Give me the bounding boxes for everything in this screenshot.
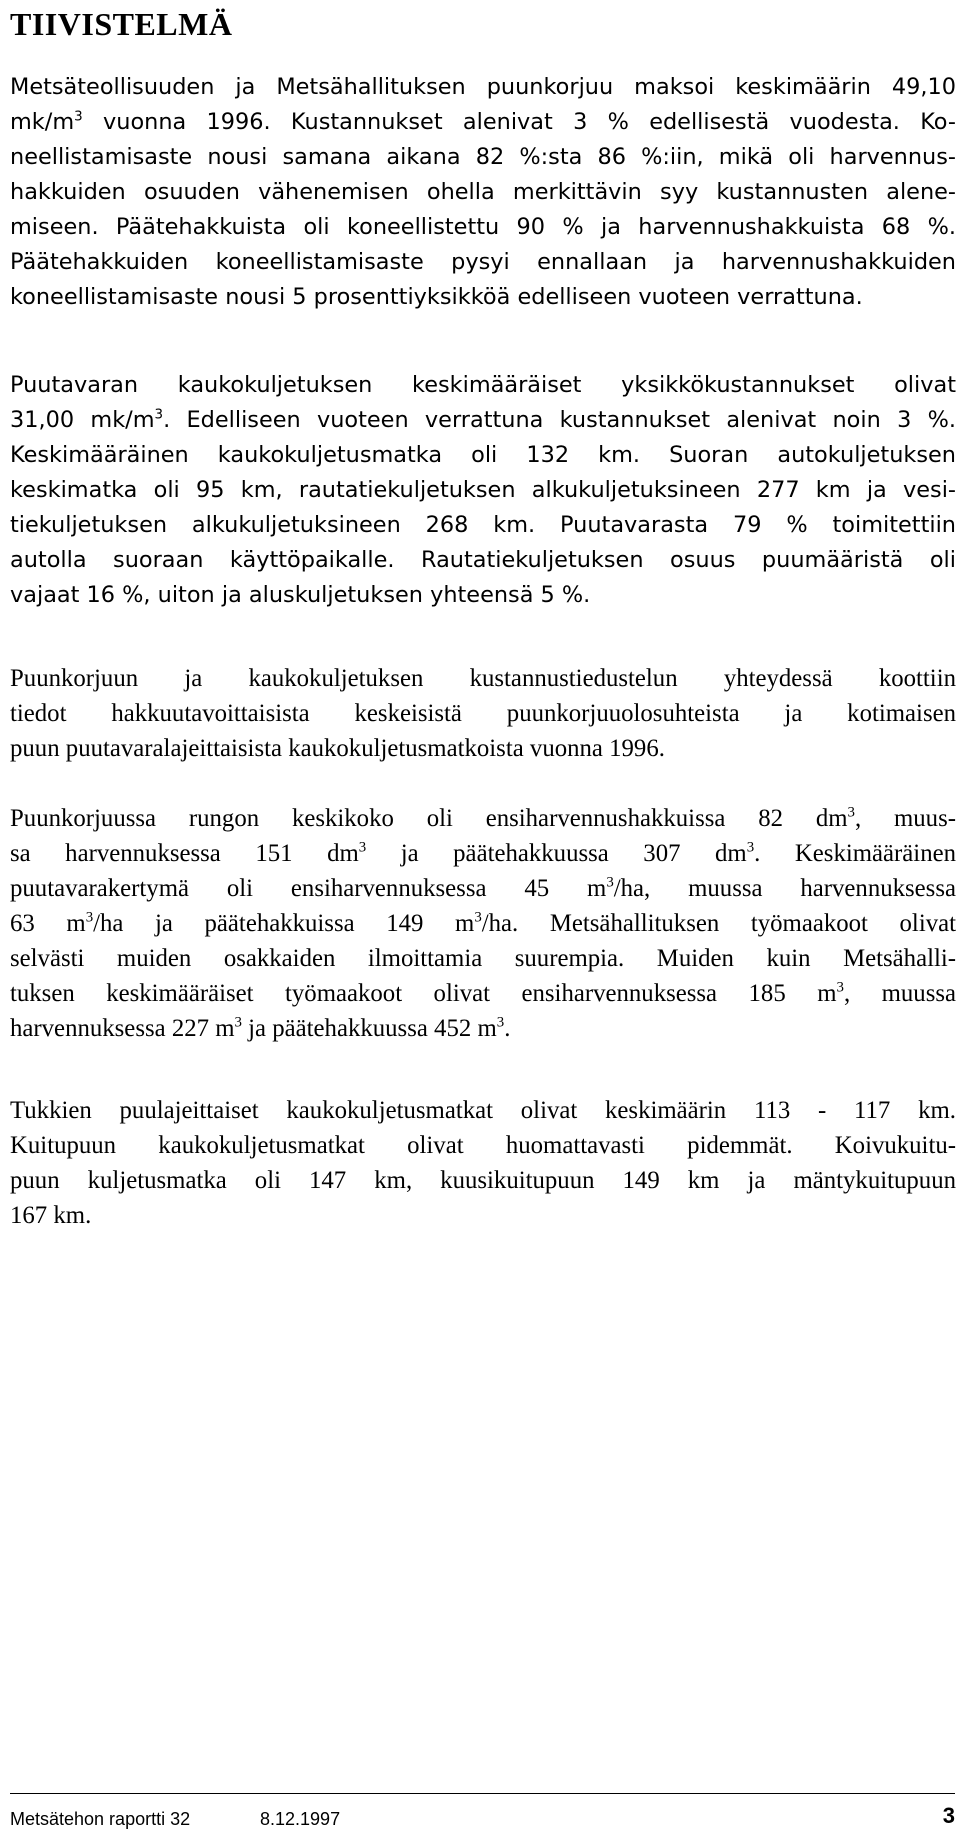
text-line: Puunkorjuussa rungon keskikoko oli ensiharvennushakkuissa 82 $dm^3$, muus- xyxy=(10,804,956,832)
text-line: keskimatka oli 95 km, rautatiekuljetuksen alkukuljetuksineen 277 km ja vesi- xyxy=(10,477,956,503)
text-line: selvästi muiden osakkaiden ilmoittamia suurempia. Muiden kuin Metsähalli- xyxy=(10,945,956,972)
text-line: harvennuksessa 227 $m^3$ ja päätehakkuussa 452 $m^3$. xyxy=(10,1014,511,1042)
paragraph-stem-size xyxy=(10,801,956,1046)
page-title: TIIVISTELMÄ xyxy=(10,6,233,42)
text-line: neellistamisaste nousi samana aikana 82 %:sta 86 %:iin, mikä oli harvennus- xyxy=(10,144,956,170)
footer-divider xyxy=(10,1793,955,1794)
text-line: sa harvennuksessa 151 $dm^3$ ja päätehakkuussa 307 $dm^3$. Keskimääräinen xyxy=(10,839,956,867)
report-series: Metsätehon raportti 32 xyxy=(10,1809,191,1829)
text-line: 31,00 $mk/m^3$. Edelliseen vuoteen verrattuna kustannukset alenivat noin 3 %. xyxy=(10,407,957,433)
text-line: Metsäteollisuuden ja Metsähallituksen puunkorjuu maksoi keskimäärin 49,10 xyxy=(10,74,956,100)
text-line: koneellistamisaste nousi 5 prosenttiyksikköä edelliseen vuoteen verrattuna. xyxy=(10,284,863,310)
paragraph-transport-costs xyxy=(10,368,956,613)
text-line: puutavarakertymä oli ensiharvennuksessa 45 $m^3/ha$, muussa harvennuksessa xyxy=(10,874,956,902)
text-line: $mk/m^3$ vuonna 1996. Kustannukset alenivat 3 % edellisestä vuodesta. Ko- xyxy=(10,109,956,135)
text-line: puun puutavaralajeittaisista kaukokuljetusmatkoista vuonna 1996. xyxy=(10,735,665,762)
text-line: Kuitupuun kaukokuljetusmatkat olivat huomattavasti pidemmät. Koivukuitu- xyxy=(10,1132,956,1159)
text-line: hakkuiden osuuden vähenemisen ohella merkittävin syy kustannusten alene- xyxy=(10,179,956,205)
text-line: 167 km. xyxy=(10,1202,92,1229)
text-line: puun kuljetusmatka oli 147 km, kuusikuitupuun 149 km ja mäntykuitupuun xyxy=(10,1167,956,1194)
text-line: miseen. Päätehakkuista oli koneellistettu 90 % ja harvennushakkuista 68 %. xyxy=(10,214,956,240)
text-line: Keskimääräinen kaukokuljetusmatka oli 132 km. Suoran autokuljetuksen xyxy=(10,442,956,468)
text-line: Tukkien puulajeittaiset kaukokuljetusmatkat olivat keskimäärin 113 - 117 km. xyxy=(10,1097,956,1124)
text-line: autolla suoraan käyttöpaikalle. Rautatiekuljetuksen osuus puumääristä oli xyxy=(10,547,956,573)
text-line: Puunkorjuun ja kaukokuljetuksen kustannustiedustelun yhteydessä koottiin xyxy=(10,665,956,692)
paragraph-survey-info xyxy=(10,661,956,766)
text-line: vajaat 16 %, uiton ja aluskuljetuksen yhteensä 5 %. xyxy=(10,582,591,608)
text-line: 63 $m^3/ha$ ja päätehakkuissa 149 $m^3/ha$. Metsähallituksen työmaakoot olivat xyxy=(10,909,956,937)
paragraph-harvesting-costs xyxy=(10,70,956,315)
text-line: tuksen keskimääräiset työmaakoot olivat ensiharvennuksessa 185 $m^3$, muussa xyxy=(10,979,956,1007)
text-line: Päätehakkuiden koneellistamisaste pysyi ennallaan ja harvennushakkuiden xyxy=(10,249,956,275)
report-date: 8.12.1997 xyxy=(260,1809,341,1829)
text-line: tiekuljetuksen alkukuljetuksineen 268 km. Puutavarasta 79 % toimitettiin xyxy=(10,512,956,538)
page-number: 3 xyxy=(942,1803,955,1828)
text-line: Puutavaran kaukokuljetuksen keskimääräiset yksikkökustannukset olivat xyxy=(10,372,956,398)
paragraph-transport-distances xyxy=(10,1093,956,1233)
text-line: tiedot hakkuutavoittaisista keskeisistä puunkorjuuolosuhteista ja kotimaisen xyxy=(10,700,956,727)
